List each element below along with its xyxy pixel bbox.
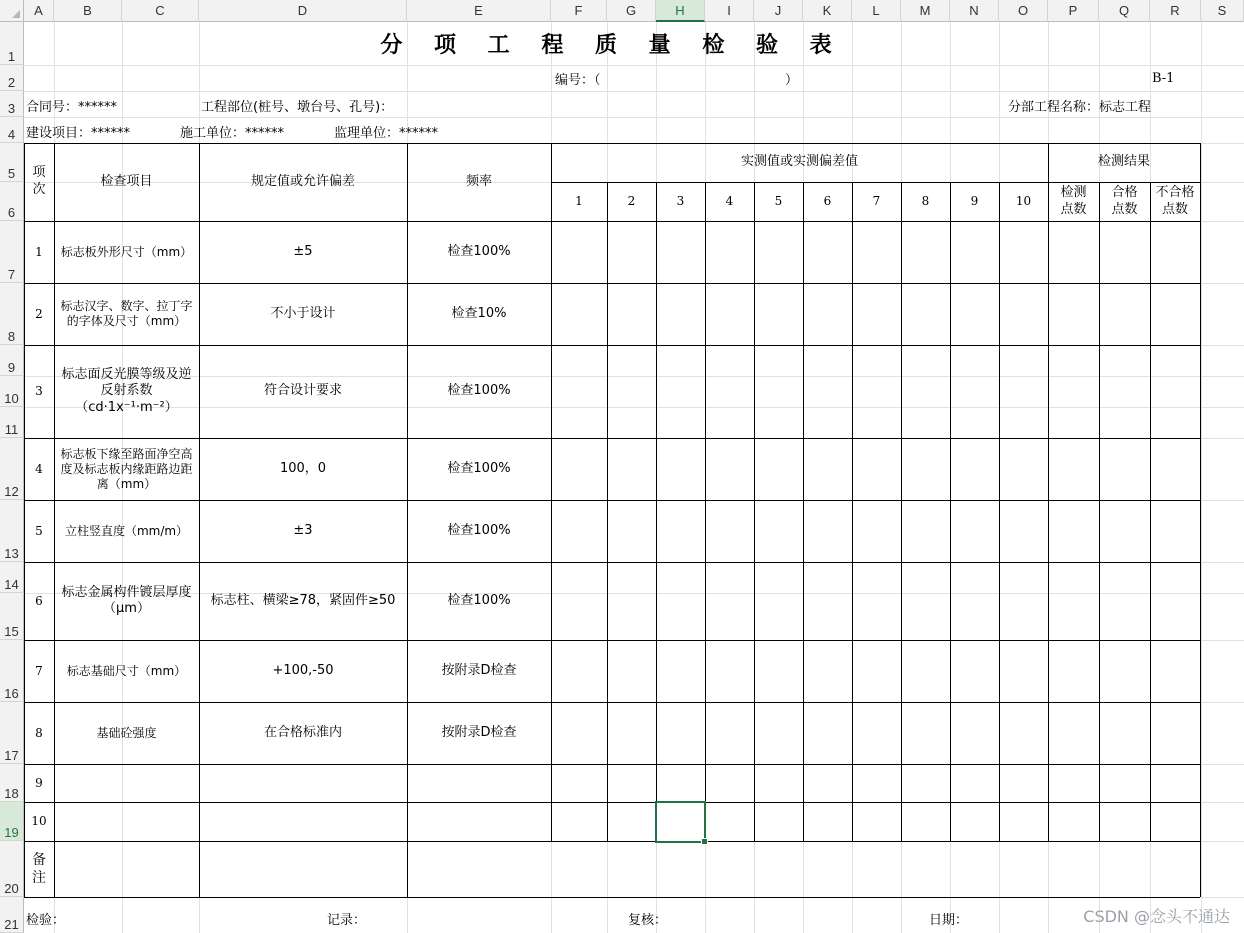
gridline-h [24,91,1244,92]
watermark: CSDN @念头不通达 [1083,907,1230,926]
header-result: 检测结果 [1097,154,1150,170]
footer-review: 复核： [628,913,668,928]
row-header-19[interactable]: 19 [0,802,24,841]
frequency: 检查100% [447,383,511,399]
supervisor: 监理单位：****** [334,126,439,141]
header-passed: 合格点数 [1111,184,1138,217]
row-number: 6 [35,593,43,608]
border-line [607,182,608,841]
selected-cell-h19[interactable] [655,801,706,843]
gridline-h [24,65,1244,66]
subproject-name: 分部工程名称：标志工程 [1008,100,1152,115]
select-all-corner[interactable] [0,0,24,22]
column-header-g[interactable]: G [607,0,656,22]
column-header-k[interactable]: K [803,0,852,22]
column-header-l[interactable]: L [852,0,901,22]
border-line [754,182,755,841]
frequency: 检查100% [447,592,511,608]
header-spec: 规定值或允许偏差 [250,173,355,189]
form-code: B-1 [1152,71,1175,86]
row-header-7[interactable]: 7 [0,221,24,283]
border-line [705,182,706,841]
row-number: 8 [35,725,43,740]
inspection-item: 立柱竖直度（mm/m） [64,523,189,538]
construction-project: 建设项目：****** [26,126,131,141]
spec-value: 在合格标准内 [263,724,342,740]
column-header-c[interactable]: C [122,0,199,22]
header-item: 检查项目 [100,173,153,189]
measure-col-10: 10 [1015,194,1032,208]
inspection-item: 标志板下缘至路面净空高度及标志板内缘距路边距离（mm） [60,446,193,491]
inspection-item: 标志板外形尺寸（mm） [60,244,193,259]
inspection-item [54,802,199,841]
frequency [407,802,551,841]
number-close: ） [785,73,799,88]
row-header-20[interactable]: 20 [0,841,24,897]
border-line [901,182,902,841]
spec-value: ±3 [293,522,313,538]
row-number: 3 [35,384,43,398]
column-header-d[interactable]: D [199,0,407,22]
measure-col-8: 8 [921,194,930,208]
contractor: 施工单位：****** [180,126,285,141]
header-measured: 实测值或实测偏差值 [740,154,858,170]
inspection-item: 标志基础尺寸（mm） [66,663,187,678]
row-number: 5 [35,523,43,538]
border-line [551,143,552,841]
border-line [1150,182,1151,841]
remark-label: 备注 [32,851,46,886]
inspection-item: 标志面反光膜等级及逆反射系数（cd·1x⁻¹·m⁻²） [61,367,192,415]
row-number: 10 [31,814,47,828]
spec-value: 100，0 [279,460,327,476]
row-header-16[interactable]: 16 [0,640,24,702]
column-header-q[interactable]: Q [1099,0,1150,22]
header-seq: 项次 [32,165,46,197]
border-line [1200,143,1201,897]
row-number: 1 [35,244,43,259]
row-header-18[interactable]: 18 [0,764,24,802]
row-header-5[interactable]: 5 [0,143,24,182]
row-header-14[interactable]: 14 [0,562,24,593]
row-number: 4 [35,461,43,476]
frequency: 检查100% [447,460,511,476]
border-line [803,182,804,841]
row-header-12[interactable]: 12 [0,438,24,500]
spec-value: 符合设计要求 [263,383,342,399]
inspection-item [54,764,199,802]
row-header-21[interactable]: 21 [0,897,24,933]
column-header-o[interactable]: O [999,0,1048,22]
footer-record: 记录： [327,913,367,928]
row-header-8[interactable]: 8 [0,283,24,345]
row-number: 9 [35,775,43,790]
measure-col-7: 7 [872,194,881,208]
column-header-r[interactable]: R [1150,0,1201,22]
frequency: 按附录D检查 [441,662,517,678]
frequency [407,764,551,802]
frequency: 检查100% [447,243,511,259]
header-points: 检测点数 [1060,184,1087,217]
frequency: 检查10% [451,305,507,321]
column-header-b[interactable]: B [54,0,122,22]
row-header-11[interactable]: 11 [0,407,24,438]
row-header-17[interactable]: 17 [0,702,24,764]
measure-col-6: 6 [823,194,832,208]
spec-value: 标志柱、横梁≥78，紧固件≥50 [210,592,396,608]
row-header-10[interactable]: 10 [0,376,24,407]
measure-col-2: 2 [627,194,636,208]
row-header-13[interactable]: 13 [0,500,24,562]
border-line [656,182,657,841]
form-title: 分 项 工 程 质 量 检 验 表 [380,32,844,58]
row-header-2[interactable]: 2 [0,65,24,91]
border-line [950,182,951,841]
footer-date: 日期： [929,913,969,928]
row-header-4[interactable]: 4 [0,117,24,143]
measure-col-9: 9 [970,194,979,208]
column-header-h[interactable]: H [656,0,705,22]
inspection-item: 标志汉字、数字、拉丁字的字体及尺寸（mm） [60,299,193,328]
header-failed: 不合格点数 [1155,184,1195,217]
spec-value: +100,-50 [272,662,334,678]
inspection-item: 标志金属构件镀层厚度（μm） [61,584,192,616]
column-header-s[interactable]: S [1201,0,1244,22]
border-line [852,182,853,841]
row-header-9[interactable]: 9 [0,345,24,376]
column-header-e[interactable]: E [407,0,551,22]
spec-value [199,802,407,841]
contract-number: 合同号：****** [26,100,118,115]
spec-value: 不小于设计 [270,305,336,321]
footer-inspect: 检验： [26,913,66,928]
column-header-i[interactable]: I [705,0,754,22]
border-line [24,841,1200,842]
row-header-6[interactable]: 6 [0,182,24,221]
border-line [999,182,1000,841]
column-header-m[interactable]: M [901,0,950,22]
border-line [24,897,1200,898]
column-header-p[interactable]: P [1048,0,1099,22]
column-header-a[interactable]: A [24,0,54,22]
row-number: 7 [35,663,43,678]
number-label: 编号：（ [555,73,601,88]
border-line [1099,182,1100,841]
row-number: 2 [35,306,43,321]
measure-col-3: 3 [676,194,685,208]
column-header-j[interactable]: J [754,0,803,22]
row-header-3[interactable]: 3 [0,91,24,117]
project-location: 工程部位(桩号、墩台号、孔号)： [201,100,394,115]
frequency: 按附录D检查 [441,724,517,740]
row-header-15[interactable]: 15 [0,593,24,640]
column-header-f[interactable]: F [551,0,607,22]
spec-value: ±5 [293,243,313,259]
measure-col-4: 4 [725,194,734,208]
inspection-item: 基础砼强度 [96,725,157,740]
header-freq: 频率 [465,173,492,189]
frequency: 检查100% [447,522,511,538]
measure-col-1: 1 [575,194,583,208]
gridline-v [1201,22,1202,933]
spec-value [199,764,407,802]
gridline-h [24,117,1244,118]
row-header-1[interactable]: 1 [0,22,24,65]
column-header-n[interactable]: N [950,0,999,22]
border-line [1048,143,1049,841]
measure-col-5: 5 [774,194,783,208]
